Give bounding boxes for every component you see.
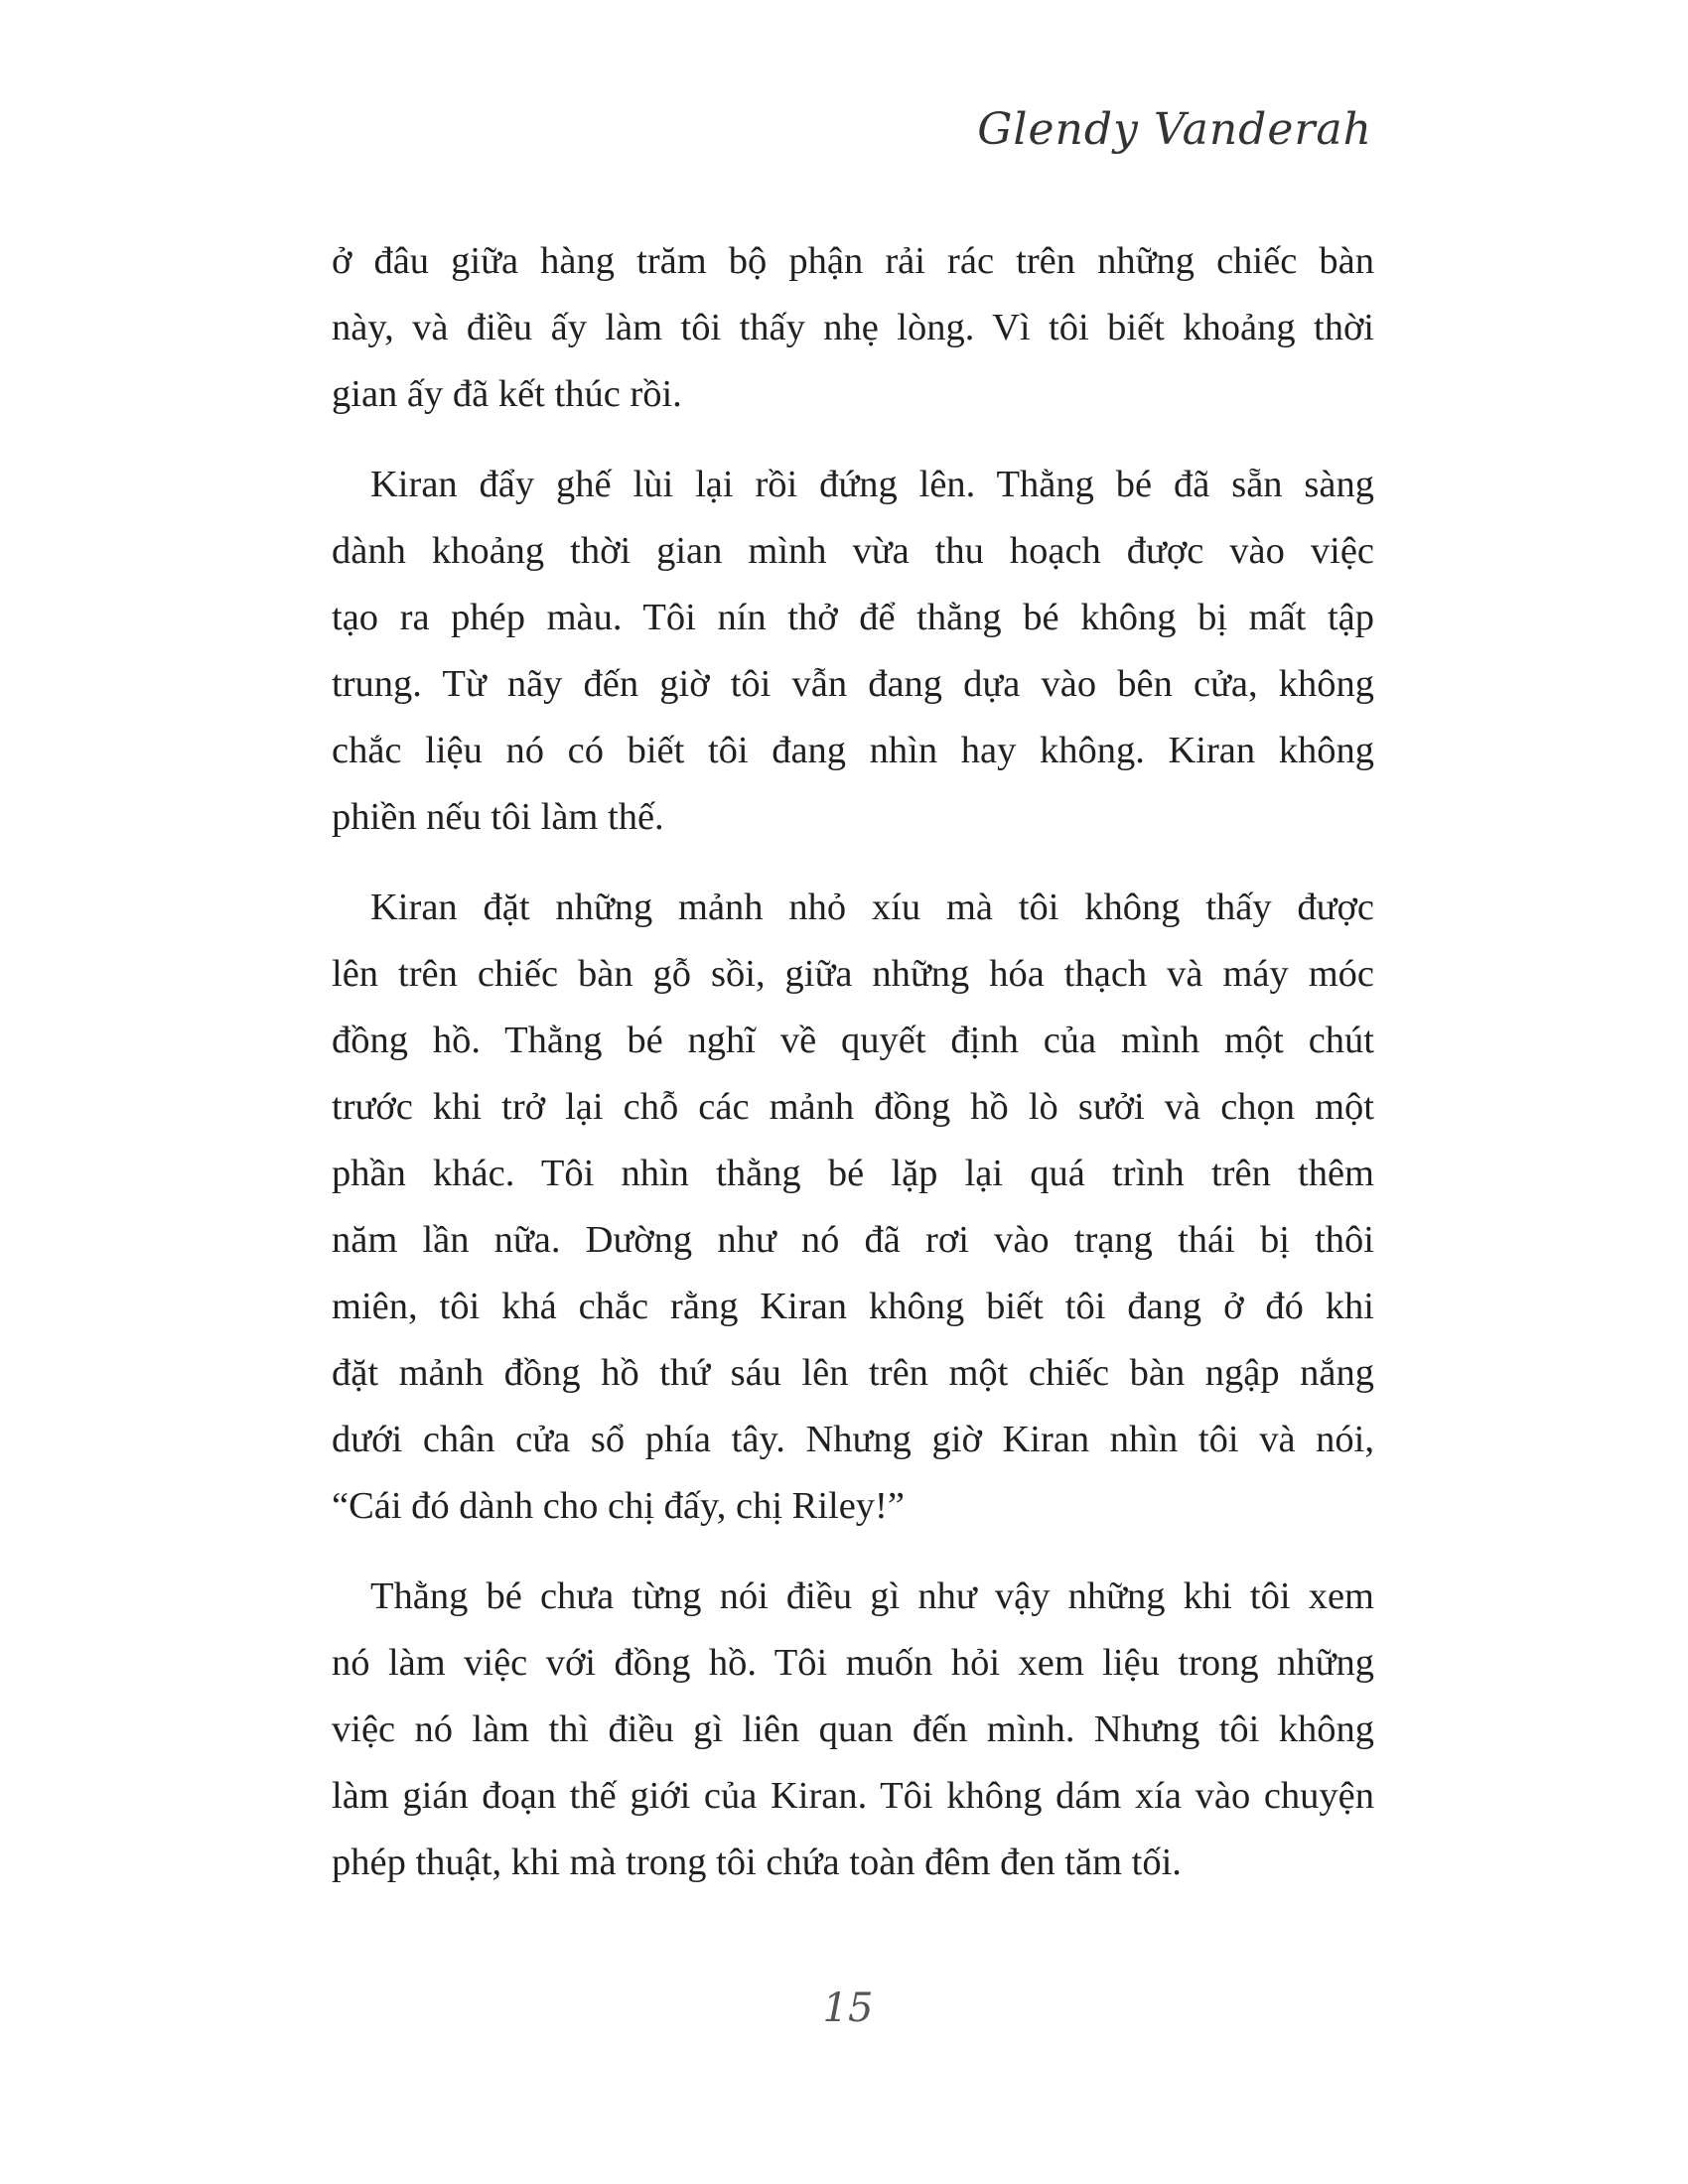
text-line: Kiran đặt những mảnh nhỏ xíu mà tôi không thấy được xyxy=(370,887,1374,928)
page-number: 15 xyxy=(822,1985,874,2031)
text-line: Thằng bé chưa từng nói điều gì như vậy những khi tôi xem xyxy=(370,1575,1374,1617)
text-line: lên trên chiếc bàn gỗ sồi, giữa những hóa thạch và máy móc xyxy=(332,953,1374,995)
paragraph-2 xyxy=(332,452,1374,851)
text-line: trước khi trở lại chỗ các mảnh đồng hồ lò sưởi và chọn một xyxy=(332,1086,1374,1128)
text-line: nó làm việc với đồng hồ. Tôi muốn hỏi xem liệu trong những xyxy=(332,1642,1374,1684)
paragraph-1 xyxy=(332,228,1374,428)
text-line: này, và điều ấy làm tôi thấy nhẹ lòng. Vì tôi biết khoảng thời xyxy=(332,307,1374,348)
text-line: phép thuật, khi mà trong tôi chứa toàn đêm đen tăm tối. xyxy=(332,1842,1182,1883)
text-line: Kiran đẩy ghế lùi lại rồi đứng lên. Thằng bé đã sẵn sàng xyxy=(370,464,1374,505)
text-line: phần khác. Tôi nhìn thằng bé lặp lại quá trình trên thêm xyxy=(332,1153,1374,1194)
text-line: ở đâu giữa hàng trăm bộ phận rải rác trên những chiếc bàn xyxy=(332,240,1374,282)
text-line: trung. Từ nãy đến giờ tôi vẫn đang dựa vào bên cửa, không xyxy=(332,663,1374,705)
text-line: chắc liệu nó có biết tôi đang nhìn hay không. Kiran không xyxy=(332,730,1374,771)
text-line: gian ấy đã kết thúc rồi. xyxy=(332,373,682,415)
text-line: tạo ra phép màu. Tôi nín thở để thằng bé không bị mất tập xyxy=(332,597,1374,638)
text-line: làm gián đoạn thế giới của Kiran. Tôi không dám xía vào chuyện xyxy=(332,1775,1374,1817)
text-line: đồng hồ. Thằng bé nghĩ về quyết định của mình một chút xyxy=(332,1020,1374,1061)
paragraph-4 xyxy=(332,1564,1374,1896)
text-line: phiền nếu tôi làm thế. xyxy=(332,796,664,838)
text-line: việc nó làm thì điều gì liên quan đến mình. Nhưng tôi không xyxy=(332,1708,1374,1750)
text-line: miên, tôi khá chắc rằng Kiran không biết tôi đang ở đó khi xyxy=(332,1286,1374,1327)
running-header-author: Glendy Vanderah xyxy=(977,104,1372,155)
text-line: dành khoảng thời gian mình vừa thu hoạch được vào việc xyxy=(332,530,1374,572)
paragraph-3 xyxy=(332,875,1374,1540)
text-line: “Cái đó dành cho chị đấy, chị Riley!” xyxy=(332,1485,905,1527)
text-line: đặt mảnh đồng hồ thứ sáu lên trên một chiếc bàn ngập nắng xyxy=(332,1352,1374,1394)
body-text xyxy=(332,228,1374,1920)
text-line: năm lần nữa. Dường như nó đã rơi vào trạng thái bị thôi xyxy=(332,1219,1374,1261)
text-line: dưới chân cửa sổ phía tây. Nhưng giờ Kiran nhìn tôi và nói, xyxy=(332,1419,1374,1460)
